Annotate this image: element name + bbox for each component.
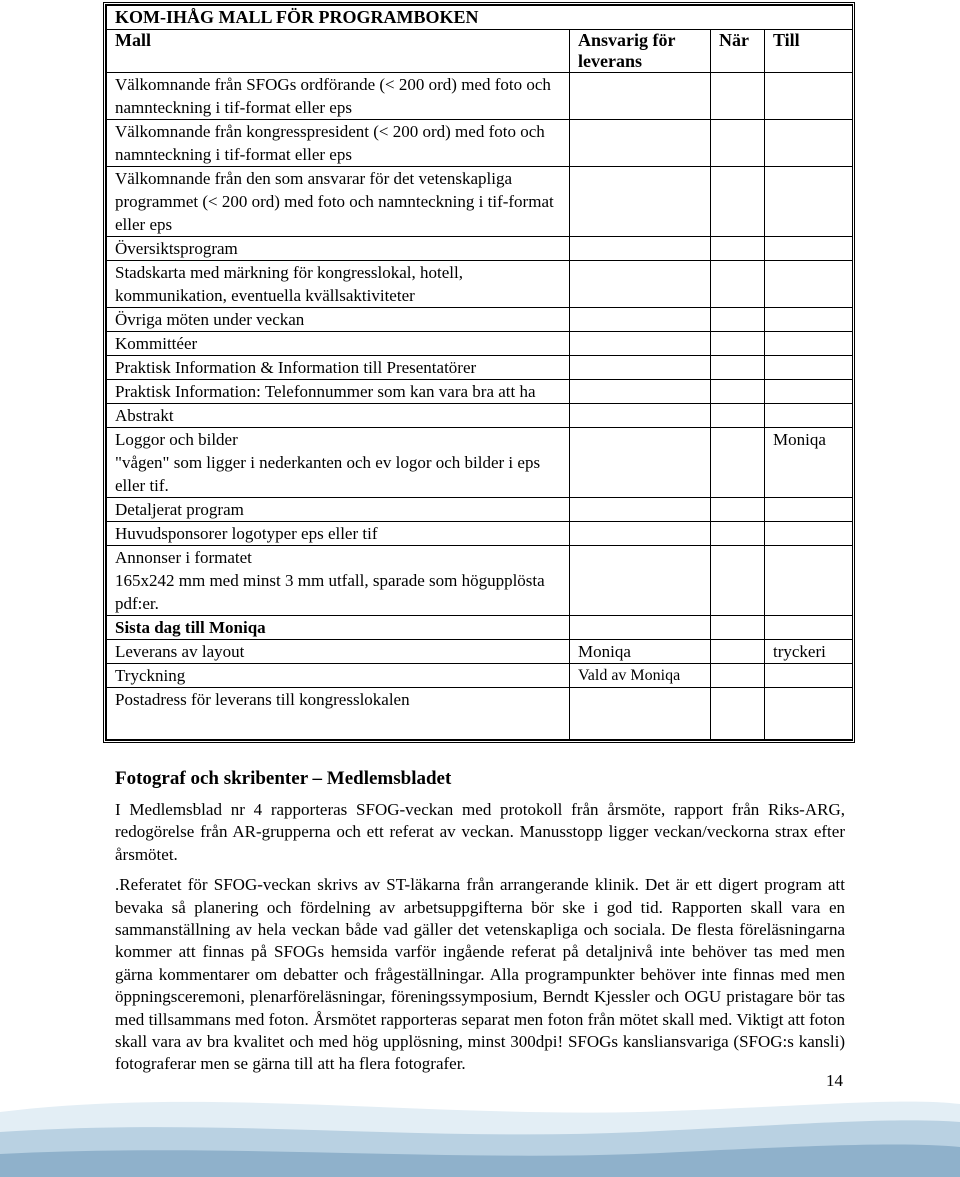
table-row — [107, 261, 853, 308]
row-item: Tryckning — [107, 664, 570, 688]
row-item: Välkomnande från SFOGs ordförande (< 200 ord) med foto och namnteckning i tif-format eller eps — [107, 73, 570, 120]
table-row — [107, 332, 853, 356]
row-item: "vågen" som ligger i nederkanten och ev logor och bilder i eps eller tif. — [107, 451, 570, 498]
row-item: Detaljerat program — [107, 498, 570, 522]
table-row — [107, 640, 853, 664]
table-row — [107, 308, 853, 332]
row-item: Loggor och bilder — [107, 428, 570, 452]
table-row — [107, 73, 853, 120]
row-item: Leverans av layout — [107, 640, 570, 664]
section-heading: Fotograf och skribenter – Medlemsbladet — [115, 768, 452, 789]
row-item: Praktisk Information: Telefonnummer som kan vara bra att ha — [107, 380, 570, 404]
till-value: tryckeri — [765, 640, 853, 664]
page-number: 14 — [826, 1071, 843, 1090]
row-item: Praktisk Information & Information till Presentatörer — [107, 356, 570, 380]
till-value: Moniqa — [765, 428, 853, 452]
paragraph: .Referatet för SFOG-veckan skrivs av ST-läkarna från arrangerande klinik. Det är ett digert program att bevaka så planering och fördelning av arbetsuppgifterna bör ske i god tid. Rapporten skall vara en sammanställning av hela veckan både vad gäller det vetenskapliga och sociala. De flesta föreläsningarna kommer att finnas på SFOGs hemsida varför ingående referat på detaljnivå inte behöver tas med men gärna kommentarer om debatter och frågeställningar. Alla programpunkter behöver inte finnas med men öppningsceremoni, plenarföreläsningar, föreningssymposium, Berndt Kjessler och OGU pristagare bör tas med tillsammans med foton. Årsmötet rapporteras separat men foton från mötet skall med. Viktigt att foton skall vara av bra kvalitet och med hög upplösning, minst 300dpi! SFOGs kansliansvariga (SFOG:s kansli) fotograferar men se gärna till att ha flera fotografer. — [115, 875, 845, 1074]
table-row — [107, 688, 853, 740]
paragraph: I Medlemsblad nr 4 rapporteras SFOG-veckan med protokoll från årsmöte, rapport från Riks-ARG, redogörelse från AR-grupperna och ett referat av veckan. Manusstopp ligger veckan/veckorna strax efter årsmötet. — [115, 800, 845, 864]
table-row — [107, 428, 853, 452]
table-row — [107, 356, 853, 380]
row-item: Välkomnande från den som ansvarar för det vetenskapliga programmet (< 200 ord) med foto och namnteckning i tif-format eller eps — [107, 167, 570, 237]
row-item: Översiktsprogram — [107, 237, 570, 261]
row-item: Annonser i formatet — [107, 546, 570, 570]
row-item: Stadskarta med märkning för kongresslokal, hotell, kommunikation, eventuella kvällsaktiviteter — [107, 261, 570, 308]
row-item: 165x242 mm med minst 3 mm utfall, sparade som högupplösta pdf:er. — [107, 569, 570, 616]
row-item: Sista dag till Moniqa — [107, 616, 570, 640]
header-nar: När — [711, 30, 765, 73]
row-item: Huvudsponsorer logotyper eps eller tif — [107, 522, 570, 546]
table-title: KOM-IHÅG MALL FÖR PROGRAMBOKEN — [107, 6, 853, 30]
table-row — [107, 569, 853, 616]
table-row — [107, 120, 853, 167]
photographers-section — [115, 767, 845, 1084]
checklist-grid — [106, 5, 853, 740]
header-mall: Mall — [107, 30, 570, 73]
table-row — [107, 522, 853, 546]
footer-wave-decoration — [0, 1092, 960, 1177]
table-row — [107, 404, 853, 428]
row-item: Välkomnande från kongresspresident (< 200 ord) med foto och namnteckning i tif-format eller eps — [107, 120, 570, 167]
header-ansvarig: Ansvarig för leverans — [570, 30, 711, 73]
ansvarig-value: Vald av Moniqa — [570, 664, 711, 688]
row-item: Postadress för leverans till kongresslokalen — [107, 688, 570, 740]
row-item: Övriga möten under veckan — [107, 308, 570, 332]
template-table — [103, 2, 855, 743]
header-till: Till — [765, 30, 853, 73]
table-row — [107, 380, 853, 404]
row-item: Abstrakt — [107, 404, 570, 428]
table-row — [107, 664, 853, 688]
row-item: Kommittéer — [107, 332, 570, 356]
ansvarig-value: Moniqa — [570, 640, 711, 664]
table-row — [107, 616, 853, 640]
table-row — [107, 546, 853, 570]
table-row — [107, 498, 853, 522]
table-row — [107, 451, 853, 498]
table-row — [107, 237, 853, 261]
table-row — [107, 167, 853, 237]
